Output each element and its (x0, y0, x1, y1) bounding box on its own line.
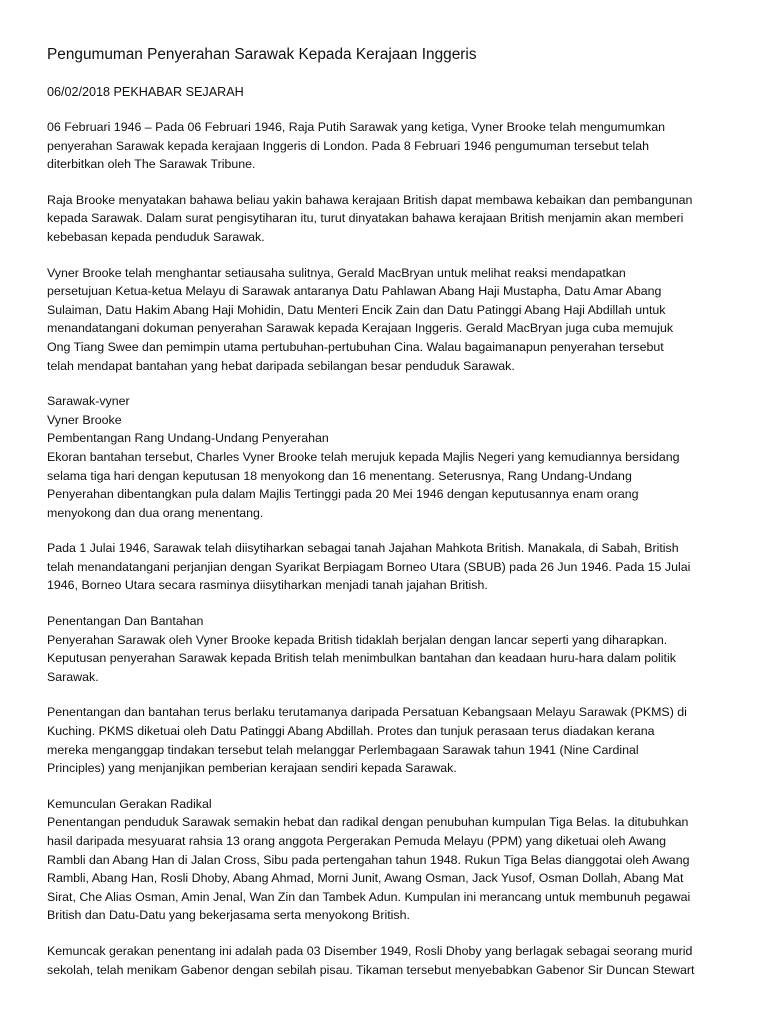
paragraph-line: telah menandatangani perjanjian dengan Syarikat Berpiagam Borneo Utara (SBUB) pada 26 Jun 1946. Pada 15 Julai (47, 559, 691, 574)
paragraph-line: Kemuncak gerakan penentang ini adalah pada 03 Disember 1949, Rosli Dhoby yang berlagak sebagai seorang murid (47, 943, 693, 958)
paragraph-line: Penentangan penduduk Sarawak semakin hebat dan radikal dengan penubuhan kumpulan Tiga Belas. Ia ditubuhkan (47, 815, 689, 830)
paragraph-line: diterbitkan oleh The Sarawak Tribune. (47, 157, 256, 172)
paragraph-line: menyokong dan dua orang menentang. (47, 505, 264, 520)
paragraph-line: Penentangan dan bantahan terus berlaku terutamanya daripada Persatuan Kebangsaan Melayu Sarawak (PKMS) di (47, 705, 687, 720)
paragraph-line: kepada Sarawak. Dalam surat pengisytiharan itu, turut dinyatakan bahawa kerajaan British menjamin akan memberi (47, 211, 684, 226)
paragraph-line: Keputusan penyerahan Sarawak kepada British telah menimbulkan bantahan dan keadaan huru-hara dalam politik (47, 651, 676, 666)
paragraph-line: Penyerahan dibentangkan pula dalam Majlis Tertinggi pada 20 Mei 1946 dengan keputusannya enam orang (47, 487, 639, 502)
paragraph-line: Ekoran bantahan tersebut, Charles Vyner Brooke telah merujuk kepada Majlis Negeri yang kemudiannya bersidang (47, 449, 680, 464)
paragraph-line: selama tiga hari dengan keputusan 18 menyokong dan 16 menentang. Seterusnya, Rang Undang-Undang (47, 468, 632, 483)
paragraph-line: Principles) yang menjanjikan pemberian kerajaan sendiri kepada Sarawak. (47, 761, 457, 776)
paragraph (47, 118, 725, 174)
paragraph-line: menandatangani dokuman penyerahan Sarawak kepada Kerajaan Inggeris. Gerald MacBryan juga cuba memujuk (47, 321, 674, 336)
document-page (47, 45, 725, 996)
paragraph-line: Kuching. PKMS diketuai oleh Datu Patinggi Abang Abdillah. Protes dan tunjuk perasaan terus diadakan kerana (47, 724, 655, 739)
paragraph-line: hasil daripada mesyuarat rahsia 13 orang anggota Pergerakan Pemuda Melayu (PPM) yang diketuai oleh Awang (47, 834, 666, 848)
paragraph-line: British dan Datu-Datu yang bekerjasama serta menyokong British. (47, 908, 410, 923)
paragraph (47, 539, 725, 595)
paragraph-line: Ong Tiang Swee dan pemimpin utama pertubuhan-pertubuhan Cina. Walau bagaimanapun penyerahan tersebut (47, 339, 664, 354)
paragraph-line: Rambli, Abang Han, Rosli Dhoby, Abang Ahmad, Morni Junit, Awang Osman, Jack Yusof, Osman Dollah, Abang Mat (47, 871, 684, 886)
paragraph-line: Pada 1 Julai 1946, Sarawak telah diisytiharkan sebagai tanah Jajahan Mahkota British. Manakala, di Sabah, British (47, 541, 679, 556)
paragraph-line: mereka menganggap tindakan tersebut telah melanggar Perlembagaan Sarawak tahun 1941 (Nine Cardinal (47, 742, 639, 757)
paragraph (47, 191, 725, 247)
paragraph-line: Penentangan Dan Bantahan (47, 614, 204, 629)
paragraph-line: sekolah, telah menikam Gabenor dengan sebilah pisau. Tikaman tersebut menyebabkan Gabenor Sir Duncan Stewart (47, 962, 695, 977)
dateline: 06/02/2018 PEKHABAR SEJARAH (47, 85, 244, 99)
paragraph-line: Sulaiman, Datu Hakim Abang Haji Mohidin, Datu Menteri Encik Zain dan Datu Patinggi Abang Haji Abdillah untuk (47, 302, 666, 317)
paragraph-line: kebebasan kepada penduduk Sarawak. (47, 229, 265, 244)
paragraph-line: Sarawak-vyner (47, 394, 130, 409)
paragraph (47, 942, 725, 979)
paragraph (47, 392, 725, 522)
paragraph-line: persetujuan Ketua-ketua Melayu di Sarawak antaranya Datu Pahlawan Abang Haji Mustapha, Datu Amar Abang (47, 284, 662, 299)
paragraph (47, 703, 725, 777)
paragraph-line: Pembentangan Rang Undang-Undang Penyerahan (47, 431, 329, 446)
paragraph-line: 1946, Borneo Utara secara rasminya diisytiharkan menjadi tanah jajahan British. (47, 578, 488, 593)
paragraph-line: Sirat, Che Alias Osman, Amin Jenal, Wan Zin dan Tambek Adun. Kumpulan ini merancang untuk membunuh pegawai (47, 889, 691, 904)
paragraph-line: Rambli dan Abang Han di Jalan Cross, Sibu pada pertengahan tahun 1948. Rukun Tiga Belas dianggotai oleh Awang (47, 852, 690, 867)
document-body (47, 118, 725, 979)
paragraph-line: Sarawak. (47, 669, 99, 684)
paragraph-line: Penyerahan Sarawak oleh Vyner Brooke kepada British tidaklah berjalan dengan lancar seperti yang diharapkan. (47, 632, 668, 647)
paragraph (47, 612, 725, 686)
paragraph-line: Kemunculan Gerakan Radikal (47, 796, 212, 811)
paragraph-line: 06 Februari 1946 – Pada 06 Februari 1946, Raja Putih Sarawak yang ketiga, Vyner Brooke telah mengumumkan (47, 120, 666, 134)
paragraph (47, 264, 725, 376)
paragraph-line: penyerahan Sarawak kepada kerajaan Inggeris di London. Pada 8 Februari 1946 pengumuman tersebut telah (47, 138, 650, 153)
paragraph-line: Raja Brooke menyatakan bahawa beliau yakin bahawa kerajaan British dapat membawa kebaikan dan pembangunan (47, 192, 693, 207)
paragraph (47, 795, 725, 925)
paragraph-line: Vyner Brooke telah menghantar setiausaha sulitnya, Gerald MacBryan untuk melihat reaksi mendapatkan (47, 265, 626, 280)
paragraph-line: Vyner Brooke (47, 412, 122, 427)
document-title: Pengumuman Penyerahan Sarawak Kepada Kerajaan Inggeris (47, 46, 477, 63)
paragraph-line: telah mendapat bantahan yang hebat daripada sebilangan besar penduduk Sarawak. (47, 358, 515, 373)
